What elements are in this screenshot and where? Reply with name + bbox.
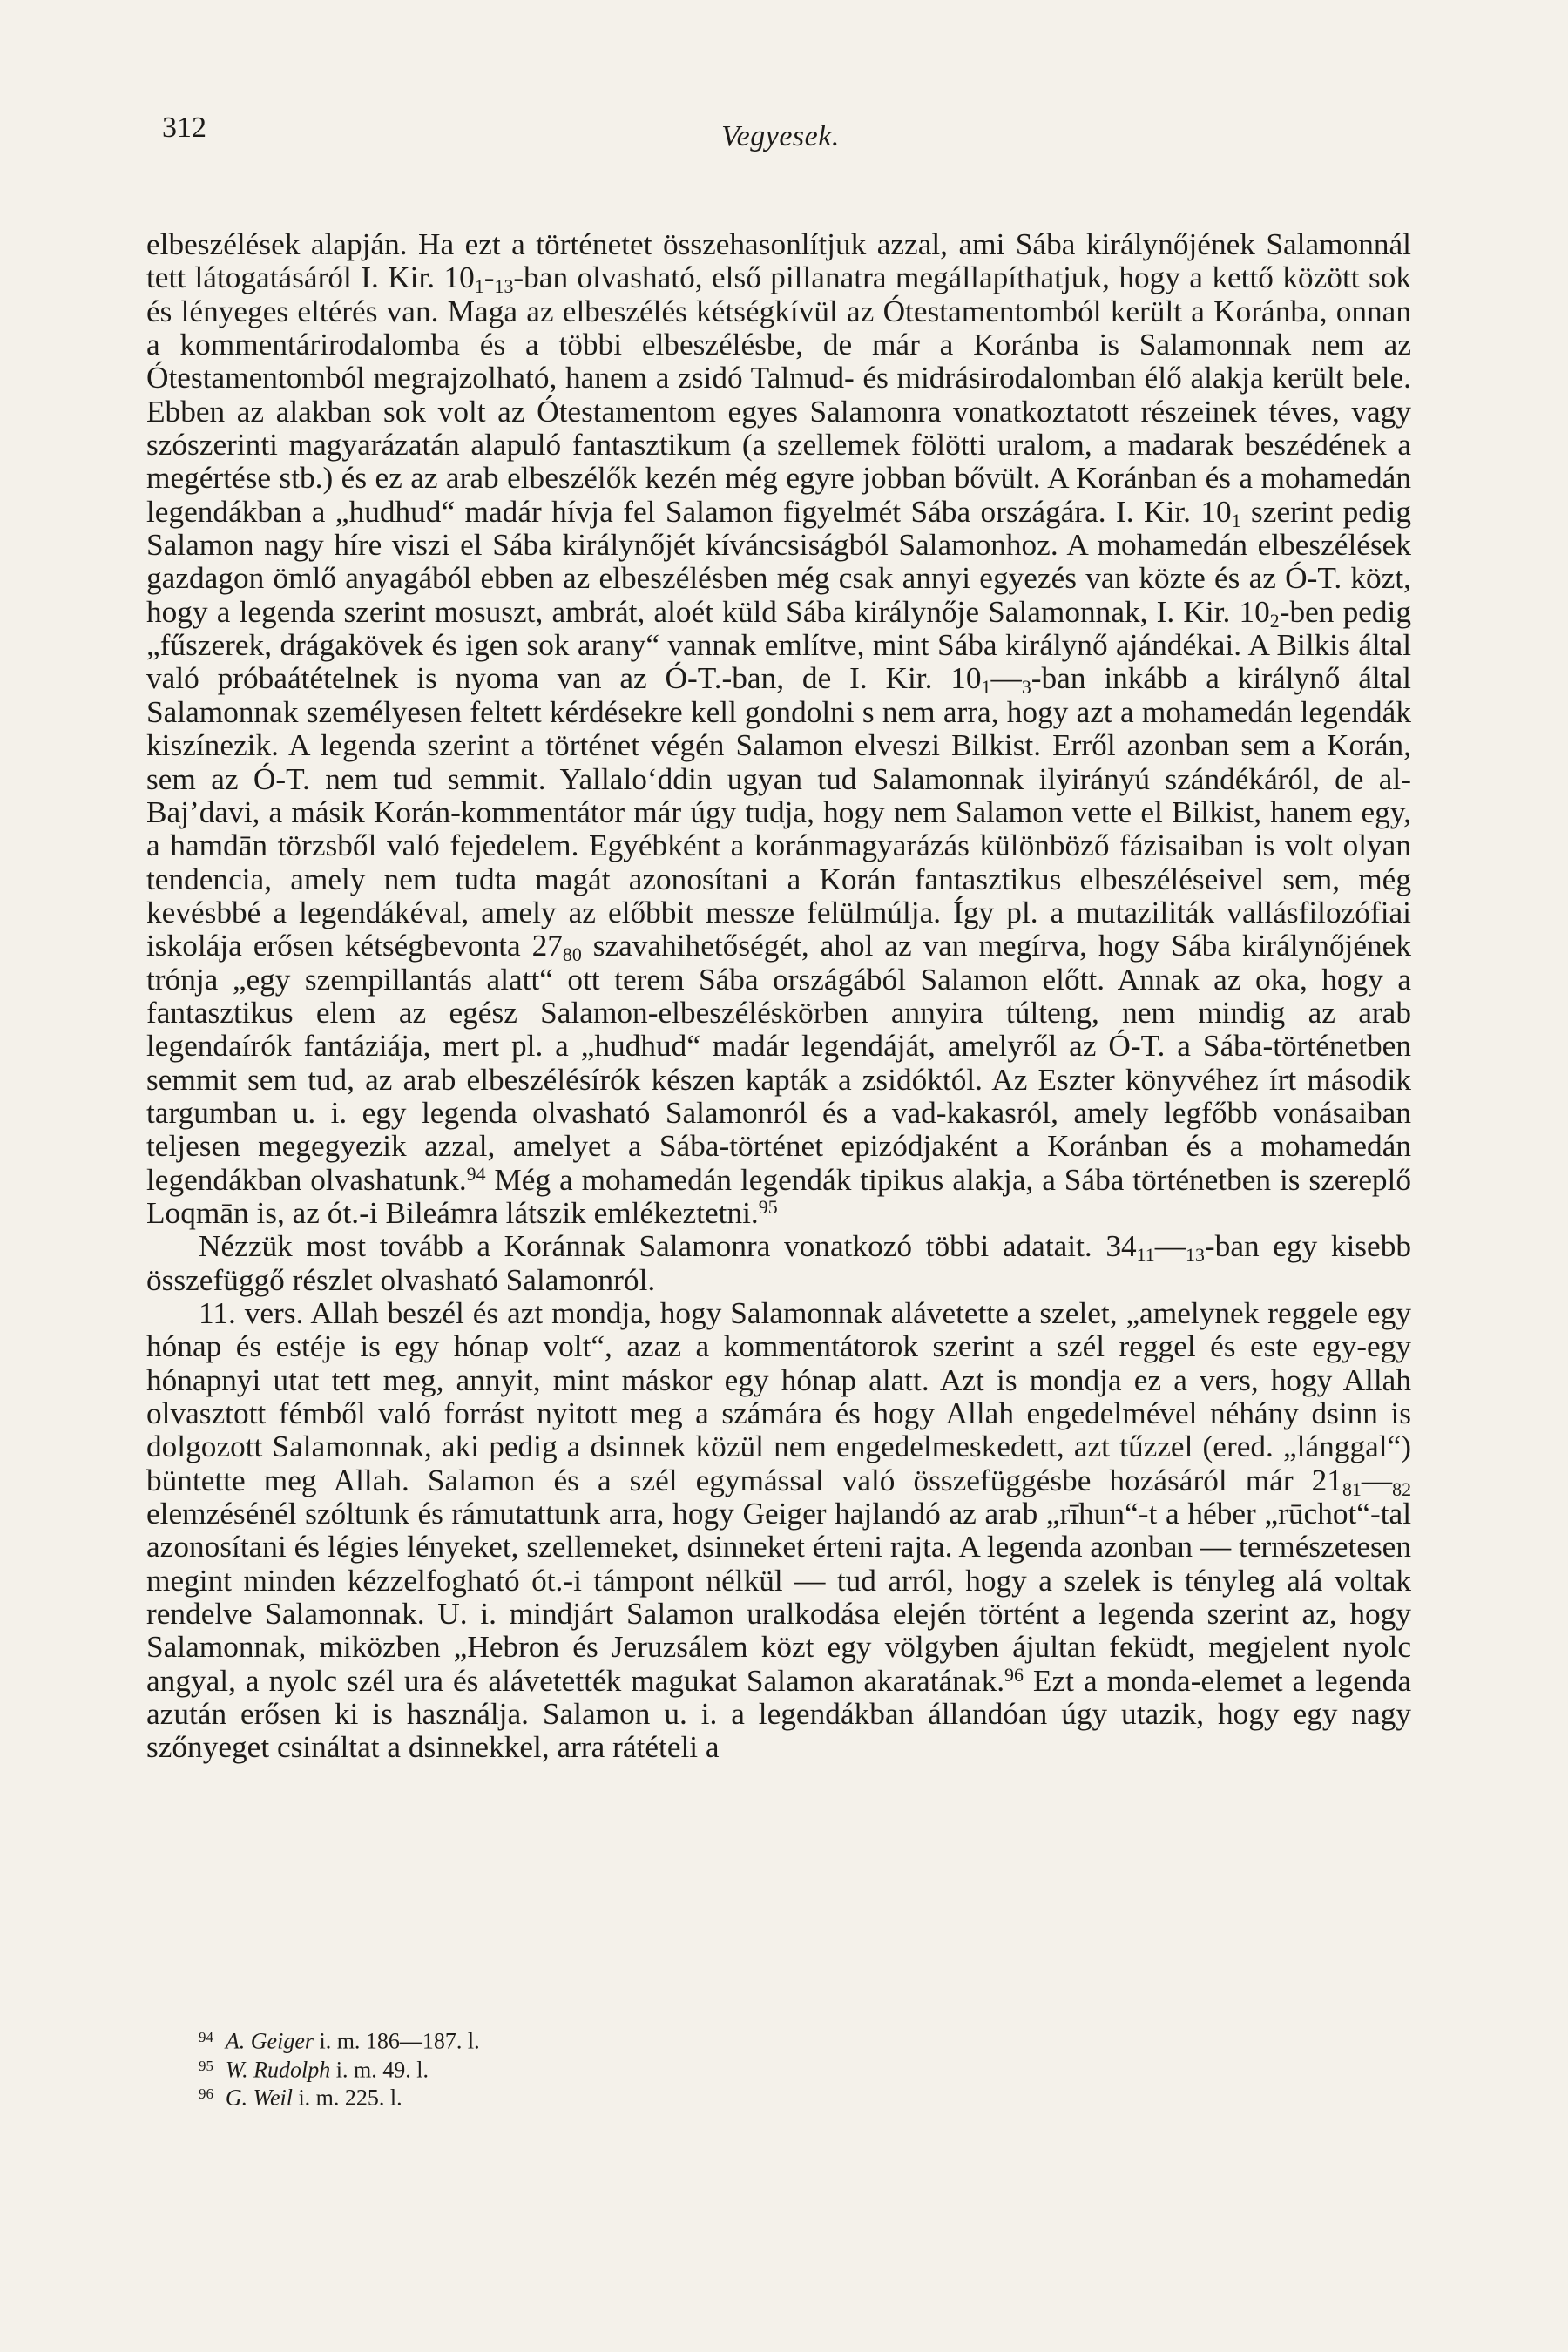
body-text [146, 228, 1411, 1765]
subscript: 1 [981, 677, 991, 699]
subscript: 80 [562, 944, 582, 966]
footnotes [199, 2025, 983, 2111]
footnote-number: 96 [199, 2085, 213, 2103]
subscript: 81 [1342, 1478, 1362, 1500]
text-run: — [1361, 1463, 1393, 1497]
text-run: Ezt a monda-elemet a legenda azután erősen ki is használja. Salamon u. i. a legendákban állandóan úgy utazik, hogy egy nagy szőnyeget csináltat a dsinnekkel, arra rátételi a [146, 1663, 1411, 1765]
subscript: 1 [1231, 510, 1241, 531]
footnote-marker: 95 [758, 1197, 778, 1219]
subscript: 1 [474, 276, 484, 298]
footnote-marker: 94 [466, 1163, 486, 1185]
subscript: 2 [1269, 610, 1280, 632]
text-run: szavahihetőségét, ahol az van megírva, hogy Sába királynőjének trónja „egy szempillantás alatt“ ott terem Sába országából Salamon előtt. Annak az oka, hogy a fantasztikus elem az egész Salamon-elbeszéléskörben annyira túlteng, nem mindig az arab legendaírók fantáziája, mert pl. a „hudhud“ madár legendáját, amelyről az Ó-T. a Sába-történetben semmit sem tud, az arab elbeszélésírók készen kapták a zsidóktól. Az Eszter könyvéhez írt második targumban u. i. egy legenda olvasható Salamonról és a vad-kakasról, amely legfőbb vonásaiban teljesen megegyezik azzal, amelyet a Sába-történet epizódjaként a Koránban és a mohamedán legendákban olvashatunk. [146, 929, 1411, 1197]
text-run: Még a mohamedán legendák tipikus alakja, a Sába történetben is szereplő Loqmān is, az ót.-i Bileámra látszik emlékeztetni. [146, 1162, 1411, 1230]
text-run: — [990, 661, 1022, 696]
footnote-reference: i. m. 225. l. [292, 2085, 402, 2111]
footnote-number: 94 [199, 2029, 213, 2045]
footnote-reference: i. m. 49. l. [330, 2057, 429, 2083]
footnote [199, 2054, 983, 2083]
subscript: 13 [1186, 1245, 1205, 1267]
text-run: -ban olvasható, első pillanatra megállapíthatjuk, hogy a kettő között sok és lényeges eltérés van. Maga az elbeszélés kétségkívül az Ótestamentomból került a Koránba, onnan a kommentárirodalomba és a többi elbeszélésbe, de már a Koránba is Salamonnak nem az Ótestamentomból megrajzolható, hanem a zsidó Talmud- és midrásirodalomban élő alakja került bele. Ebben az alakban sok volt az Ótestamentom egyes Salamonra vonatkoztatott részeinek téves, vagy szószerinti magyarázatán alapuló fantasztikum (a szellemek fölötti uralom, a madarak beszédének a megértése stb.) és ez az arab elbeszélők kezén még egyre jobban bővült. A Koránban és a mohamedán legendákban a „hudhud“ madár hívja fel Salamon figyelmét Sába országára. I. Kir. 10 [146, 260, 1411, 529]
paragraph [146, 1297, 1411, 1765]
text-run: - [483, 260, 495, 295]
page-header [162, 112, 1399, 164]
footnote-marker: 96 [1004, 1664, 1024, 1686]
paragraph [146, 228, 1411, 1230]
text-run: -ban inkább a királynő által Salamonnak személyesen feltett kérdésekre kell gondolni s nem arra, hogy azt a mohamedán legendák kiszínezik. A legenda szerint a történet végén Salamon elveszi Bilkist. Erről azonban sem a Korán, sem az Ó-T. nem tud semmit. Yallalo‘ddin ugyan tud Salamonnak ilyirányú szándékáról, de al-Baj’davi, a másik Korán-kommentátor már úgy tudja, hogy nem Salamon vette el Bilkist, hanem egy, a hamdān törzsből való fejedelem. Egyébként a koránmagyarázás különböző fázisaiban is volt olyan tendencia, amely nem tudta magát azonosítani a Korán fantasztikus elbeszéléseivel sem, még kevésbbé a legendákéval, amely az előbbit messze felülmúlja. Így pl. a mutaziliták vallásfilozófiai iskolája erősen kétségbevonta 27 [146, 661, 1411, 963]
footnote [199, 2082, 983, 2111]
text-run: -ban egy kisebb összefüggő részlet olvasható Salamonról. [146, 1229, 1412, 1297]
text-run: elemzésénél szóltunk és rámutattunk arra, hogy Geiger hajlandó az arab „rīhun“-t a héber „rūchot“-tal azonosítani és légies lényeket, szellemeket, dsinneket érteni rajta. A legenda azonban — természetesen megint minden kézzelfogható ót.-i támpont nélkül — tud arról, hogy a szelek is tényleg alá voltak rendelve Salamonnak. U. i. mindjárt Salamon uralkodása elején történt a legenda szerint az, hogy Salamonnak, miközben „Hebron és Jeruzsálem közt egy völgyben ájultan feküdt, megjelent nyolc angyal, a nyolc szél ura és alávetették magukat Salamon akaratának. [146, 1497, 1411, 1698]
footnote [199, 2025, 983, 2054]
text-run: elbeszélések alapján. Ha ezt a történetet összehasonlítjuk azzal, ami Sába királynőjének Salamonnál tett látogatásáról I. Kir. 10 [146, 227, 1411, 295]
text-run: — [1154, 1229, 1186, 1264]
subscript: 13 [494, 276, 514, 298]
text-run: 11. vers. Allah beszél és azt mondja, hogy Salamonnak alávetette a szelet, „amelynek reggele egy hónap és estéje is egy hónap volt“, azaz a kommentátorok szerint a szél reggel és este egy-egy hónapnyi utat tett meg, annyit, mint máskor egy hónap alatt. Azt is mondja ez a vers, hogy Allah olvasztott fémből való forrást nyitott meg a számára és hogy Allah engedelmével néhány dsinn is dolgozott Salamonnak, aki pedig a dsinnek közül nem engedelmeskedett, azt tűzzel (ered. „lánggal“) büntette meg Allah. Salamon és a szél egymással való összefüggésbe hozásáról már 21 [146, 1296, 1411, 1497]
footnote-author: W. Rudolph [225, 2057, 331, 2083]
footnote-author: G. Weil [225, 2085, 293, 2111]
subscript: 11 [1136, 1245, 1155, 1267]
text-run: szerint pedig Salamon nagy híre viszi el Sába királynőjét kíváncsiságból Salamonhoz. A mohamedán elbeszélések gazdagon ömlő anyagából ebben az elbeszélésben még csak annyi egyezés van közte és az Ó-T. közt, hogy a legenda szerint mosuszt, ambrát, aloét küld Sába királynője Salamonnak, I. Kir. 10 [146, 494, 1411, 629]
running-title: Vegyesek. [721, 120, 840, 152]
subscript: 82 [1392, 1478, 1411, 1500]
footnote-number: 95 [199, 2057, 213, 2074]
text-run: -ben pedig „fűszerek, drágakövek és igen sok arany“ vannak említve, mint Sába királynő ajándékai. A Bilkis által való próbaátételnek is nyoma van az Ó-T.-ban, de I. Kir. 10 [146, 594, 1411, 696]
paragraph [146, 1230, 1411, 1297]
text-run: Nézzük most tovább a Koránnak Salamonra vonatkozó többi adatait. 34 [199, 1229, 1137, 1264]
page-number: 312 [162, 112, 206, 144]
footnote-author: A. Geiger [225, 2028, 314, 2054]
subscript: 3 [1021, 677, 1031, 699]
footnote-reference: i. m. 186—187. l. [313, 2028, 480, 2054]
